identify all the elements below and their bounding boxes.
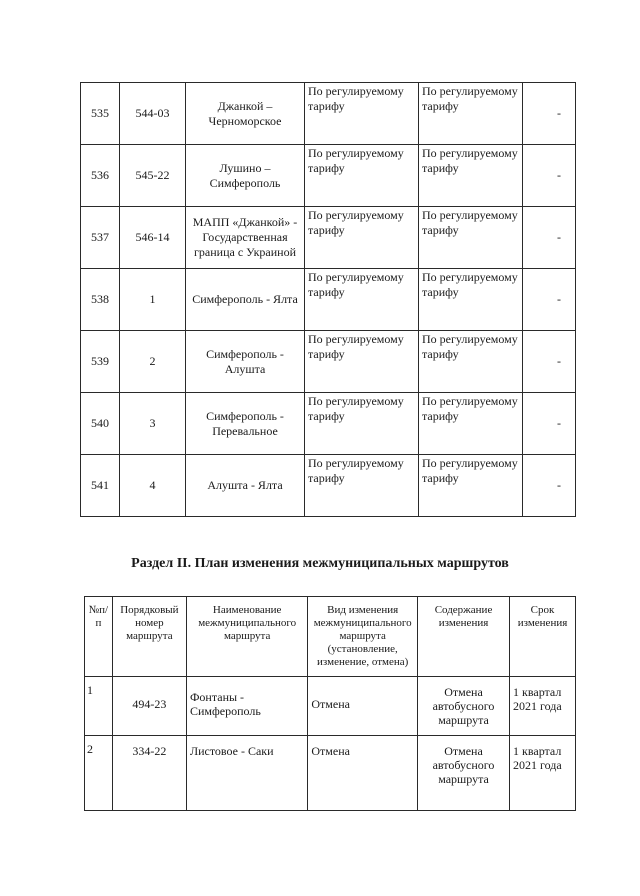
tariff-cell: По регулируемому тарифу [305,145,419,207]
note-cell: - [523,207,576,269]
route-name: Лушино – Симферополь [186,145,305,207]
section-title: Раздел II. План изменения межмуниципальных маршрутов [131,556,509,571]
column-header: Срок изменения [510,597,576,677]
route-name: МАПП «Джанкой» - Государственная граница с Украиной [186,207,305,269]
note-cell: - [523,455,576,517]
route-index: 535 [81,83,120,145]
route-code: 334-22 [112,736,186,811]
route-name: Симферополь - Ялта [186,269,305,331]
row-index: 1 [85,677,113,736]
note-cell: - [523,83,576,145]
route-name: Фонтаны - Симферополь [186,677,307,736]
route-code: 494-23 [112,677,186,736]
route-name: Симферополь - Алушта [186,331,305,393]
tariff-cell: По регулируемому тарифу [419,269,523,331]
table-row [85,736,576,811]
route-code: 546-14 [120,207,186,269]
change-content: Отмена автобусного маршрута [418,736,510,811]
route-index: 540 [81,393,120,455]
tariff-cell: По регулируемому тарифу [419,207,523,269]
tariff-cell: По регулируемому тарифу [305,455,419,517]
column-header: №п/п [85,597,113,677]
table-row [81,207,576,269]
routes-table [80,82,576,517]
column-header: Содержание изменения [418,597,510,677]
tariff-cell: По регулируемому тарифу [305,331,419,393]
route-change-plan-table [84,596,576,811]
route-index: 541 [81,455,120,517]
table-row [81,455,576,517]
route-index: 538 [81,269,120,331]
change-term: 1 квартал 2021 года [510,736,576,811]
change-content: Отмена автобусного маршрута [418,677,510,736]
note-cell: - [523,145,576,207]
tariff-cell: По регулируемому тарифу [305,393,419,455]
route-code: 545-22 [120,145,186,207]
column-header: Вид изменения межмуниципального маршрута (установление, изменение, отмена) [308,597,418,677]
route-name: Джанкой – Черноморское [186,83,305,145]
note-cell: - [523,393,576,455]
table-row [81,145,576,207]
tariff-cell: По регулируемому тарифу [419,393,523,455]
note-cell: - [523,331,576,393]
route-code: 544-03 [120,83,186,145]
tariff-cell: По регулируемому тарифу [419,331,523,393]
tariff-cell: По регулируемому тарифу [419,83,523,145]
column-header: Наименование межмуниципального маршрута [186,597,307,677]
table-row [81,269,576,331]
tariff-cell: По регулируемому тарифу [419,455,523,517]
change-type: Отмена [308,736,418,811]
row-index: 2 [85,736,113,811]
route-name: Алушта - Ялта [186,455,305,517]
route-code: 4 [120,455,186,517]
route-code: 3 [120,393,186,455]
table-row [81,331,576,393]
table-row [85,677,576,736]
table-row [81,393,576,455]
table-row [81,83,576,145]
route-name: Листовое - Саки [186,736,307,811]
table-header-row [85,597,576,677]
note-cell: - [523,269,576,331]
tariff-cell: По регулируемому тарифу [305,207,419,269]
route-index: 539 [81,331,120,393]
route-index: 537 [81,207,120,269]
route-index: 536 [81,145,120,207]
change-term: 1 квартал 2021 года [510,677,576,736]
tariff-cell: По регулируемому тарифу [305,269,419,331]
tariff-cell: По регулируемому тарифу [305,83,419,145]
change-type: Отмена [308,677,418,736]
column-header: Порядковый номер маршрута [112,597,186,677]
route-code: 2 [120,331,186,393]
route-code: 1 [120,269,186,331]
route-name: Симферополь - Перевальное [186,393,305,455]
tariff-cell: По регулируемому тарифу [419,145,523,207]
